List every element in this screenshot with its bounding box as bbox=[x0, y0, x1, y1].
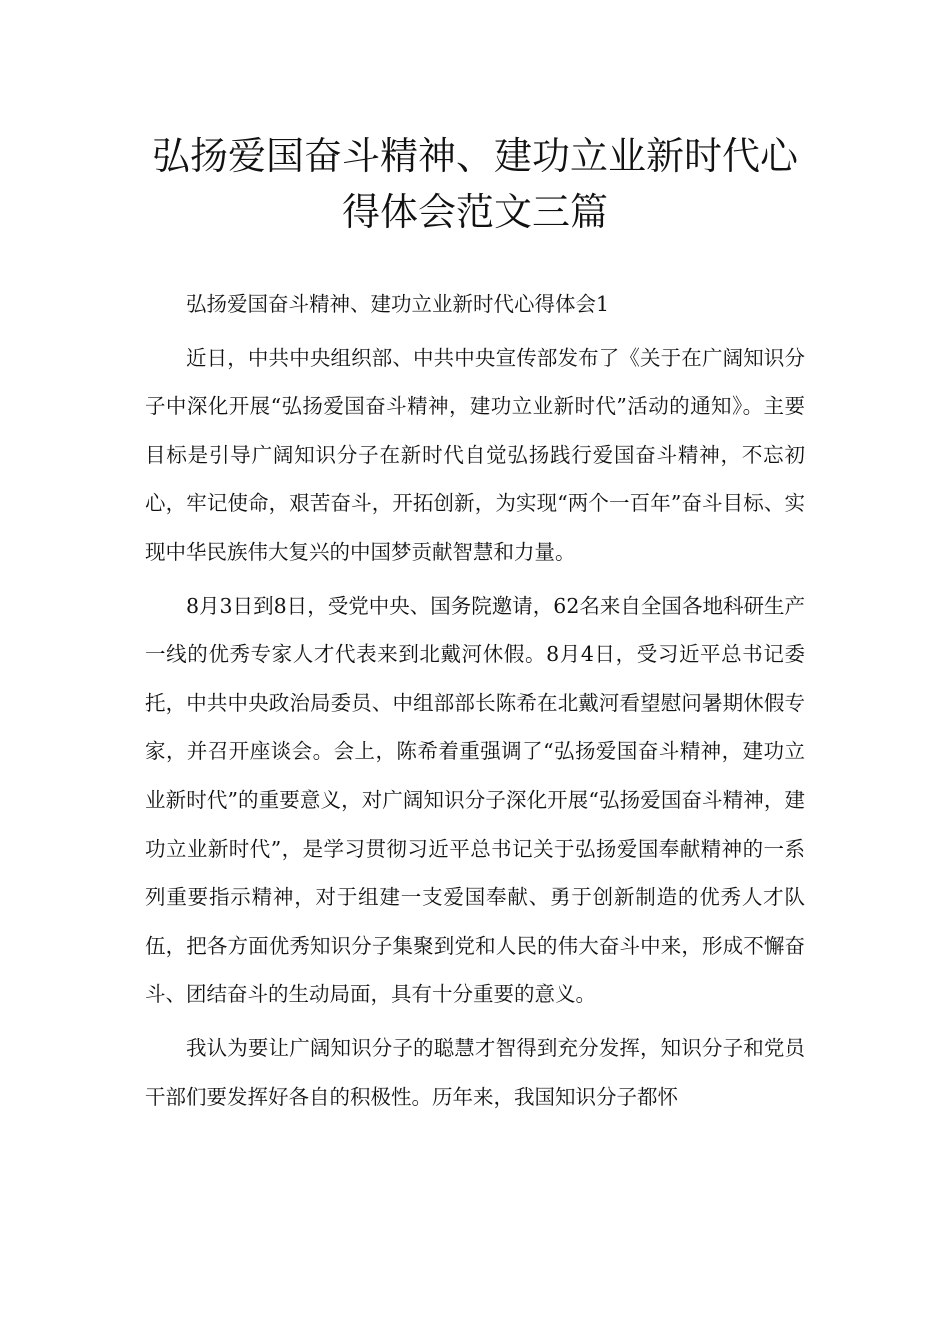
document-body bbox=[145, 280, 805, 1126]
document-title bbox=[100, 128, 850, 240]
paragraph-3: 我认为要让广阔知识分子的聪慧才智得到充分发挥，知识分子和党员干部们要发挥好各自的积极性。历年来，我国知识分子都怀 bbox=[145, 1035, 805, 1109]
title-line-2: 得体会范文三篇 bbox=[341, 190, 608, 234]
paragraph-1: 近日，中共中央组织部、中共中央宣传部发布了《关于在广阔知识分子中深化开展“弘扬爱国奋斗精神，建功立业新时代”活动的通知》。主要目标是引导广阔知识分子在新时代自觉弘扬践行爱国奋斗精神，不忘初心，牢记使命，艰苦奋斗，开拓创新，为实现“两个一百年”奋斗目标、实现中华民族伟大复兴的中国梦贡献智慧和力量。 bbox=[145, 345, 805, 564]
title-line-1: 弘扬爱国奋斗精神、建功立业新时代心 bbox=[151, 134, 798, 178]
section-heading: 弘扬爱国奋斗精神、建功立业新时代心得体会1 bbox=[186, 292, 610, 316]
paragraph-2: 8月3日到8日，受党中央、国务院邀请，62名来自全国各地科研生产一线的优秀专家人才代表来到北戴河休假。8月4日，受习近平总书记委托，中共中央政治局委员、中组部部长陈希在北戴河看望慰问暑期休假专家，并召开座谈会。会上，陈希着重强调了“弘扬爱国奋斗精神，建功立业新时代”的重要意义，对广阔知识分子深化开展“弘扬爱国奋斗精神，建功立业新时代”，是学习贯彻习近平总书记关于弘扬爱国奉献精神的一系列重要指示精神，对于组建一支爱国奉献、勇于创新制造的优秀人才队伍，把各方面优秀知识分子集聚到党和人民的伟大奋斗中来，形成不懈奋斗、团结奋斗的生动局面，具有十分重要的意义。 bbox=[145, 593, 805, 1007]
